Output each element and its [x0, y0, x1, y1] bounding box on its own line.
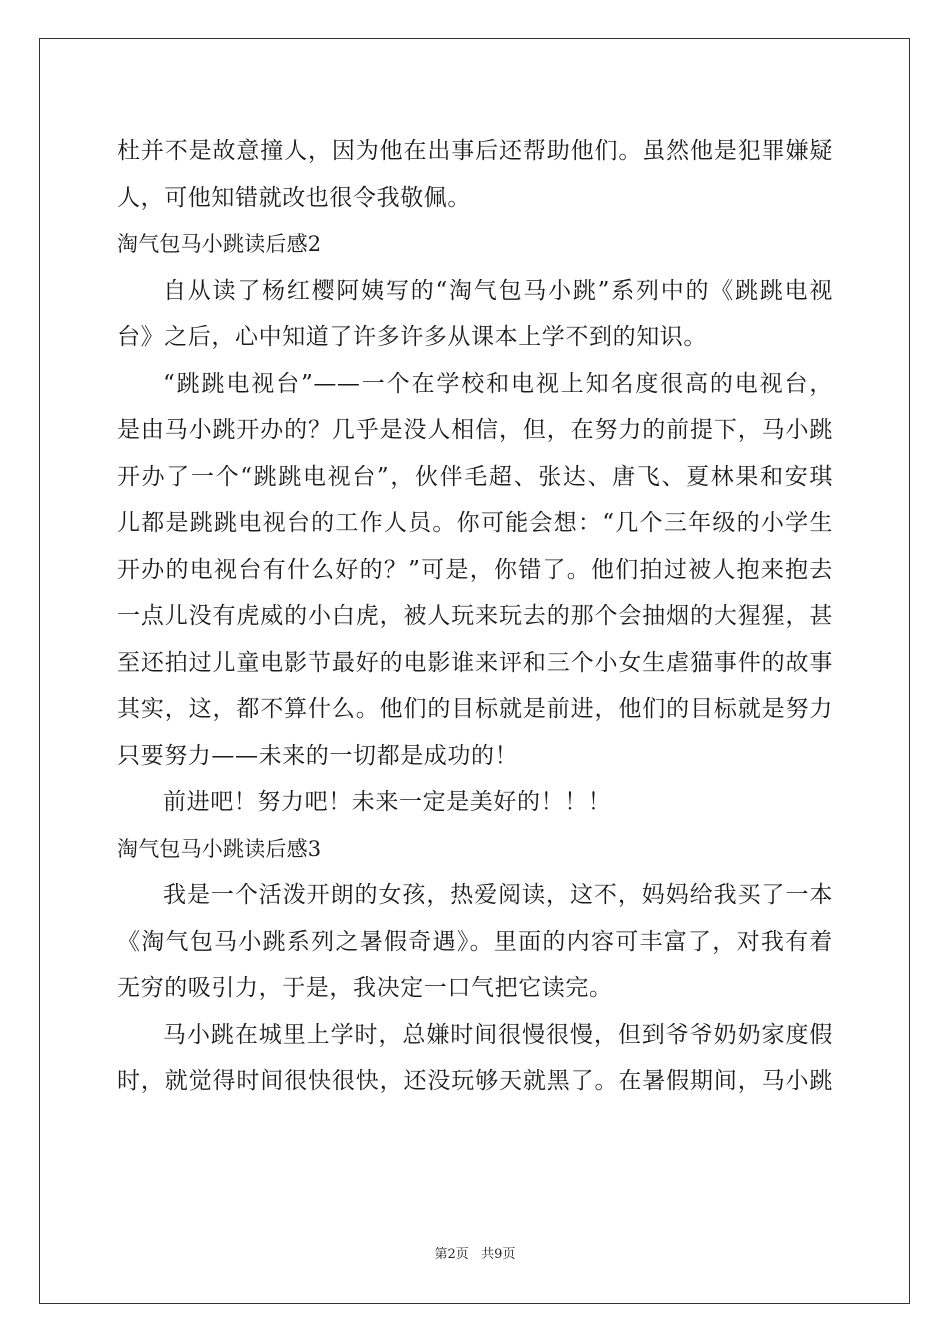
text-line: 台》之后，心中知道了许多许多从课本上学不到的知识。 [117, 324, 707, 350]
text-line: 是由马小跳开办的？几乎是没人相信，但，在努力的前提下，马小跳 [117, 417, 833, 443]
section-heading: 淘气包马小跳读后感2 [117, 232, 322, 256]
text-line: 开办了一个“跳跳电视台”，伙伴毛超、张达、唐飞、夏林果和安琪 [117, 463, 833, 490]
text-line: 《淘气包马小跳系列之暑假奇遇》。里面的内容可丰富了，对我有着 [117, 928, 833, 955]
paragraph-start: 自从读了杨红樱阿姨写的“淘气包马小跳”系列中的《跳跳电视 [163, 277, 833, 304]
section-heading: 淘气包马小跳读后感3 [117, 836, 322, 861]
text-line: 时，就觉得时间很快很快，还没玩够天就黑了。在暑假期间，马小跳 [117, 1068, 833, 1094]
text-line: 其实，这，都不算什么。他们的目标就是前进，他们的目标就是努力 [117, 696, 833, 722]
paragraph-start: 前进吧！努力吧！未来一定是美好的！！！ [163, 789, 612, 815]
text-line: 无穷的吸引力，于是，我决定一口气把它读完。 [117, 975, 613, 1001]
text-line: 只要努力——未来的一切都是成功的！ [117, 742, 519, 769]
text-line: 人，可他知错就改也很令我敬佩。 [117, 184, 471, 211]
text-line: 至还拍过儿童电影节最好的电影谁来评和三个小女生虐猫事件的故事 [117, 649, 833, 676]
paragraph-start: 我是一个活泼开朗的女孩，热爱阅读，这不，妈妈给我买了一本 [163, 882, 833, 908]
text-line: 开办的电视台有什么好的？”可是，你错了。他们拍过被人抱来抱去 [117, 556, 833, 583]
paragraph-start: “跳跳电视台”——一个在学校和电视上知名度很高的电视台， [163, 370, 833, 397]
page-footer [0, 1243, 950, 1262]
document-body [117, 128, 833, 1105]
text-line: 一点儿没有虎威的小白虎，被人玩来玩去的那个会抽烟的大猩猩，甚 [117, 603, 833, 629]
paragraph-start: 马小跳在城里上学时，总嫌时间很慢很慢，但到爷爷奶奶家度假 [163, 1021, 833, 1048]
text-line: 儿都是跳跳电视台的工作人员。你可能会想：“几个三年级的小学生 [117, 510, 833, 536]
text-line: 杜并不是故意撞人，因为他在出事后还帮助他们。虽然他是犯罪嫌疑 [117, 138, 833, 164]
page-number-label: 第2页 共9页 [434, 1247, 516, 1262]
